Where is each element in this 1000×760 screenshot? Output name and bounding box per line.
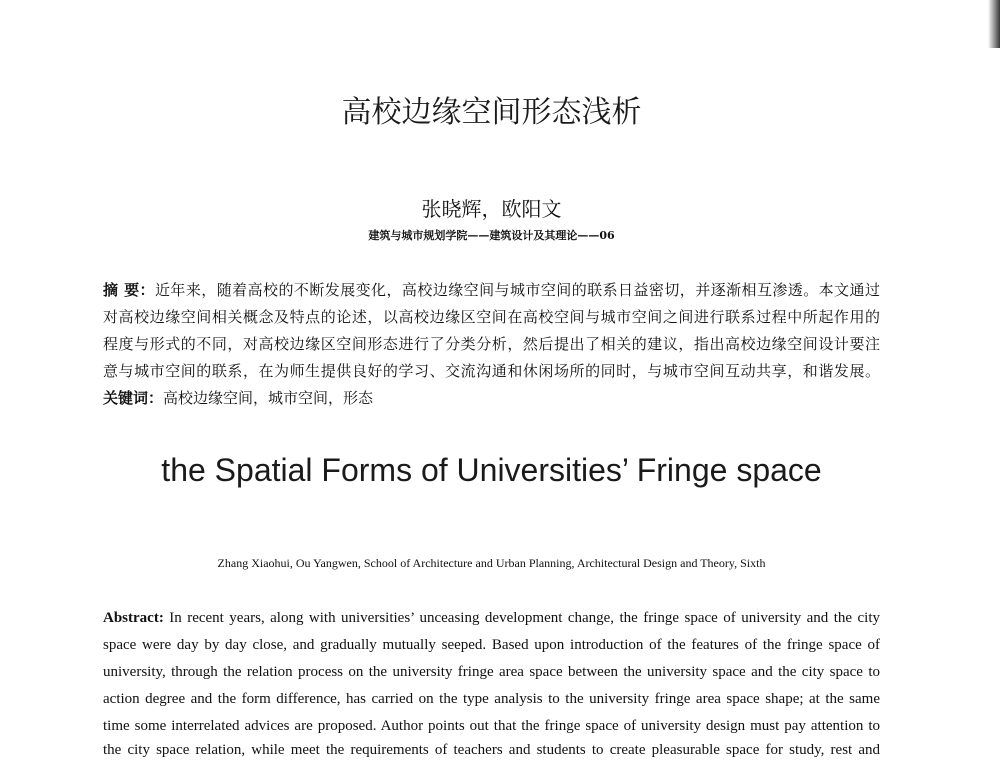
paper-title-zh: 高校边缘空间形态浅析	[341, 95, 642, 130]
keywords-zh	[103, 385, 880, 412]
authors-zh: 张晓辉，欧阳文	[421, 197, 562, 221]
abstract-en	[103, 605, 880, 759]
abstract-zh-line: 对高校边缘空间相关概念及特点的论述，以高校边缘区空间在高校空间与城市空间之间进行联系过程中所起作用的	[103, 308, 880, 326]
abstract-en-line-text: In recent years, along with universities’ unceasing development change, the fringe space of university and the city	[169, 610, 880, 626]
scan-edge-shadow	[988, 0, 1000, 48]
abstract-en-line: university, through the relation process on the university fringe area space between the university space and the city space to	[103, 664, 880, 680]
abstract-en-line: space were day by day close, and gradually mutually seeped. Based upon introduction of the features of the fringe space of	[103, 637, 880, 653]
abstract-zh-line	[103, 277, 880, 304]
abstract-en-line: the city space relation, while meet the requirements of teachers and students to create pleasurable space for study, rest and	[103, 742, 880, 758]
abstract-en-label: Abstract:	[103, 610, 164, 626]
paper-title-en: the Spatial Forms of Universities’ Fringe space	[161, 452, 822, 488]
abstract-zh-line-text: 近年来，随着高校的不断发展变化，高校边缘空间与城市空间的联系日益密切，并逐渐相互渗透。本文通过	[154, 281, 880, 299]
keywords-zh-label: 关键词：	[103, 389, 164, 407]
keywords-zh-text: 高校边缘空间，城市空间，形态	[163, 389, 374, 407]
abstract-zh-line: 意与城市空间的联系，在为师生提供良好的学习、交流沟通和休闲场所的同时，与城市空间互动共享，和谐发展。	[103, 362, 880, 380]
affiliation-zh: 建筑与城市规划学院——建筑设计及其理论——06	[368, 229, 615, 242]
abstract-zh-label: 摘 要：	[103, 281, 155, 299]
abstract-zh	[103, 277, 880, 412]
abstract-en-line: time some interrelated advices are proposed. Author points out that the fringe space of university design must pay attention to	[103, 718, 880, 734]
authors-en: Zhang Xiaohui, Ou Yangwen, School of Architecture and Urban Planning, Architectural Design and Theory, Sixth	[217, 556, 766, 570]
abstract-en-line	[103, 605, 880, 632]
abstract-zh-line: 程度与形式的不同，对高校边缘区空间形态进行了分类分析，然后提出了相关的建议，指出高校边缘空间设计要注	[103, 335, 880, 353]
abstract-en-line: action degree and the form difference, has carried on the type analysis to the university fringe area space shape; at the same	[103, 691, 880, 707]
